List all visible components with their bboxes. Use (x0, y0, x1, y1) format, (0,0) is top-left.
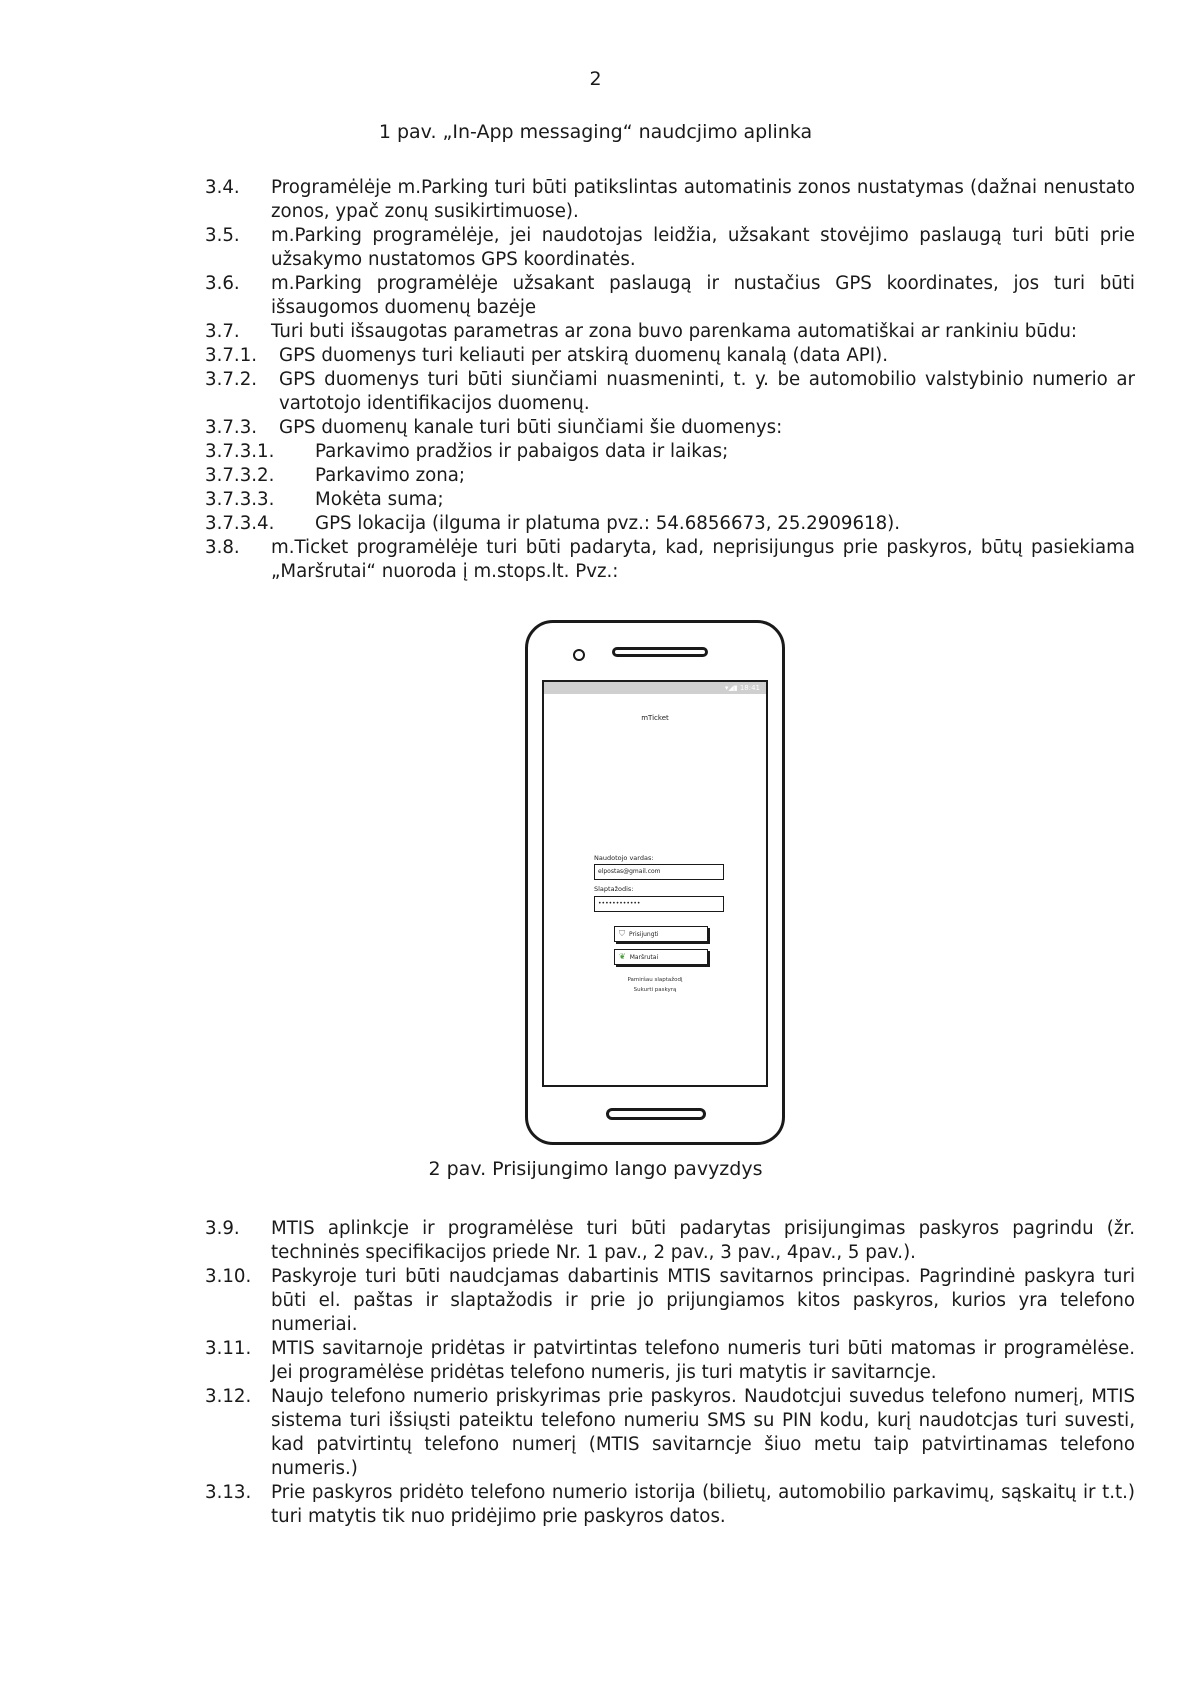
list-item: 3.7.3.2. Parkavimo zona; (205, 465, 466, 486)
app-title: mTicket (641, 714, 669, 722)
route-pin-icon: ❦ (619, 952, 626, 961)
phone-screen (542, 680, 768, 1087)
username-input[interactable]: elpostas@gmail.com (594, 864, 724, 880)
list-item: 3.13. Prie paskyros pridėto telefono numerio istorija (bilietų, automobilio parkavimų, sąskaitų ir t.t.) turi matytis tik nuo pridėjimo prie paskyros datos. (205, 1482, 1135, 1527)
login-button[interactable]: ⛉ Prisijungti (614, 926, 708, 942)
list-item: 3.5. m.Parking programėlėje, jei naudotojas leidžia, užsakant stovėjimo paslaugą turi būti prie užsakymo nustatomos GPS koordinatės. (205, 225, 1135, 270)
forgot-password-link[interactable]: Pamiršau slaptažodį (627, 977, 683, 983)
page-number: 2 (589, 68, 602, 90)
list-item: 3.6. m.Parking programėlėje užsakant paslaugą ir nustačius GPS koordinates, jos turi būti išsaugomos duomenų bazėje (205, 273, 1135, 318)
status-bar: ▾◢▮ 18:41 (544, 682, 766, 694)
list-item: 3.10. Paskyroje turi būti naudcjamas dabartinis MTIS savitarnos principas. Pagrindinė paskyra turi būti el. paštas ir slaptažodis ir prie jo prijungiamos kitos paskyros, kurios yra telefono numeriai. (205, 1266, 1135, 1335)
figure-1-caption: 1 pav. „In-App messaging“ naudcjimo aplinka (378, 121, 813, 143)
list-item: 3.9. MTIS aplinkcje ir programėlėse turi būti padarytas prisijungimas paskyros pagrindu (žr. techninės specifikacijos priede Nr. 1 pav., 2 pav., 3 pav., 4pav., 5 pav.). (205, 1218, 1135, 1263)
list-item: 3.7.3.3. Mokėta suma; (205, 489, 444, 510)
password-label: Slaptažodis: (594, 885, 634, 893)
list-item: 3.7.1. GPS duomenys turi keliauti per atskirą duomenų kanalą (data API). (205, 345, 889, 366)
username-label: Naudotojo vardas: (594, 854, 654, 862)
shield-icon: ⛉ (619, 929, 625, 938)
list-item: 3.12. Naujo telefono numerio priskyrimas prie paskyros. Naudotcjui suvedus telefono numerį, MTIS sistema turi išsiųsti pateiktu telefono numeriu SMS su PIN kodu, kurį naudotcjas turi suvesti, kad patvirtintų telefono numerį (MTIS savitarncje šiuo metu taip patvirtinamas telefono numeris.) (205, 1386, 1135, 1479)
list-item: 3.7.3.4. GPS lokacija (ilguma ir platuma pvz.: 54.6856673, 25.2909618). (205, 513, 901, 534)
create-account-link[interactable]: Sukurti paskyrą (633, 987, 677, 993)
list-item: 3.7.3.1. Parkavimo pradžios ir pabaigos data ir laikas; (205, 441, 729, 462)
camera-icon (573, 649, 585, 661)
home-button-icon (606, 1108, 706, 1120)
list-item: 3.11. MTIS savitarnoje pridėtas ir patvirtintas telefono numeris turi būti matomas ir programėlėse. Jei programėlėse pridėtas telefono numeris, jis turi matytis ir savitarncje. (205, 1338, 1135, 1383)
speaker-icon (612, 647, 708, 657)
requirements-list-top (205, 176, 1135, 584)
password-input[interactable]: •••••••••••• (594, 896, 724, 912)
figure-2-caption: 2 pav. Prisijungimo lango pavyzdys (428, 1158, 763, 1180)
list-item: 3.4. Programėlėje m.Parking turi būti patikslintas automatinis zonos nustatymas (dažnai nenustato zonos, ypač zonų susikirtimuose). (205, 177, 1135, 222)
requirements-list-bottom (205, 1217, 1135, 1529)
list-item: 3.8. m.Ticket programėlėje turi būti padaryta, kad, neprisijungus prie paskyros, būtų pasiekiama „Maršrutai“ nuoroda į m.stops.lt. Pvz.: (205, 537, 1135, 582)
list-item: 3.7.3. GPS duomenų kanale turi būti siunčiami šie duomenys: (205, 417, 783, 438)
list-item: 3.7. Turi buti išsaugotas parametras ar zona buvo parenkama automatiškai ar rankiniu būdu: (205, 321, 1078, 342)
phone-mockup (525, 620, 785, 1145)
routes-button[interactable]: ❦ Maršrutai (614, 949, 708, 965)
list-item: 3.7.2. GPS duomenys turi būti siunčiami nuasmeninti, t. y. be automobilio valstybinio numerio ar vartotojo identifikacijos duomenų. (205, 369, 1135, 414)
